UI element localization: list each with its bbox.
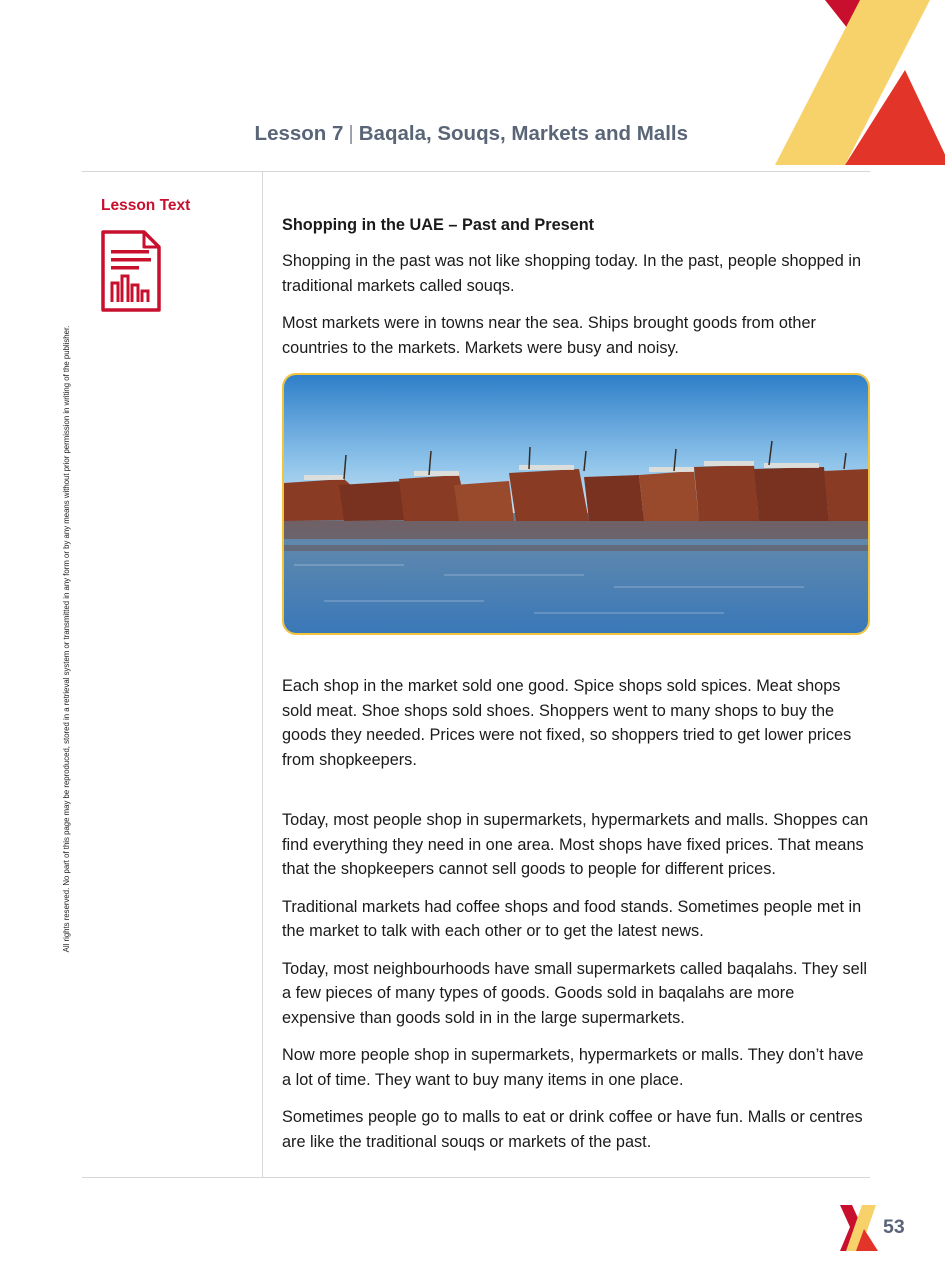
column-divider (262, 172, 263, 1178)
article-heading: Shopping in the UAE – Past and Present (282, 216, 595, 234)
bottom-divider (82, 1177, 870, 1178)
lesson-content (282, 212, 872, 1167)
top-divider (82, 171, 870, 172)
publisher-logo-icon (838, 1205, 882, 1251)
paragraph: Each shop in the market sold one good. Spice shops sold spices. Meat shops sold meat. Shoe shops sold shoes. Shoppers went to many shops to buy the goods they needed. Prices were not fixed, so shoppers tried to get lower prices from shopkeepers. (282, 677, 852, 769)
page-number: 53 (883, 1216, 905, 1238)
paragraph: Traditional markets had coffee shops and food stands. Sometimes people met in the market to talk with each other or to get the latest news. (282, 897, 862, 940)
paragraph: Now more people shop in supermarkets, hypermarkets or malls. They don’t have a lot of time. They want to buy many items in one place. (282, 1046, 864, 1089)
paragraph: Shopping in the past was not like shopping today. In the past, people shopped in traditional markets called souqs. (282, 252, 862, 295)
paragraph: Today, most people shop in supermarkets, hypermarkets and malls. Shoppes can find everything they need in one area. Most shops have fixed prices. That means that the shopkeepers cannot sell goods to people for different prices. (282, 811, 869, 878)
lesson-number: Lesson 7 (254, 122, 344, 145)
lesson-title: Baqala, Souqs, Markets and Malls (358, 122, 688, 145)
corner-decoration (685, 0, 945, 170)
header-separator: | (348, 122, 354, 145)
paragraph: Most markets were in towns near the sea. Ships brought goods from other countries to the markets. Markets were busy and noisy. (282, 314, 816, 357)
dhows-harbour-photo (282, 373, 870, 635)
paragraph: Today, most neighbourhoods have small supermarkets called baqalahs. They sell a few pieces of many types of goods. Goods sold in baqalahs are more expensive than goods sold in in the large supermarkets. (282, 959, 867, 1027)
document-chart-icon (100, 229, 162, 313)
lesson-header (0, 122, 688, 146)
paragraph: Sometimes people go to malls to eat or drink coffee or have fun. Malls or centres are like the traditional souqs or markets of the past. (282, 1108, 863, 1151)
lesson-text-label: Lesson Text (101, 197, 191, 214)
copyright-notice: All rights reserved. No part of this page may be reproduced, stored in a retrieval system or transmitted in any form or by any means without prior permission in writing of the publisher. (62, 325, 71, 953)
